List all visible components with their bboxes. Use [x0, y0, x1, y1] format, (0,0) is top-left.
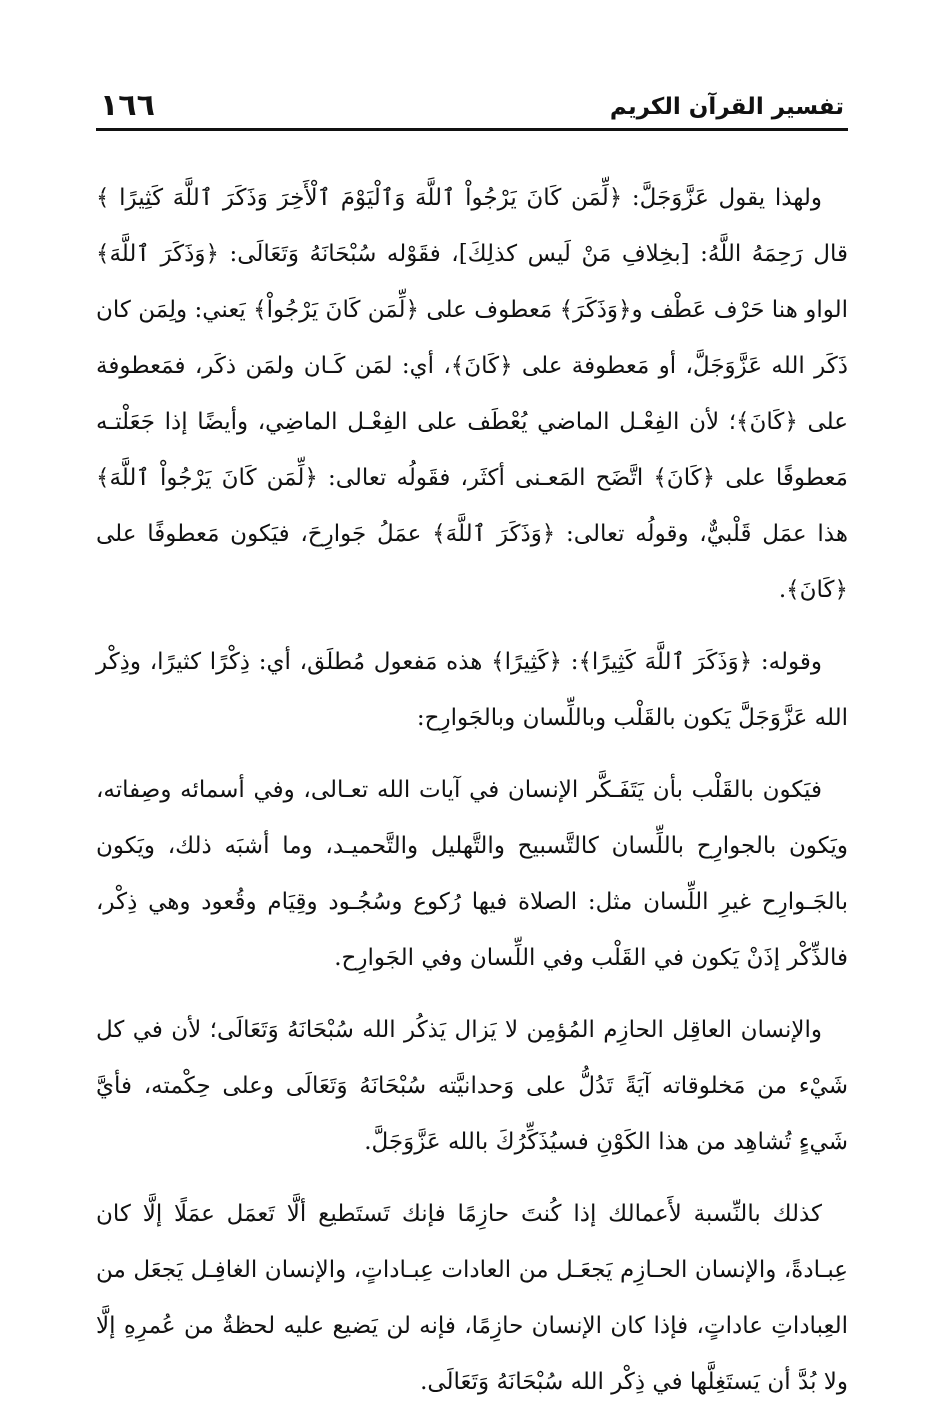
- paragraph: والإنسان العاقِل الحازِم المُؤمِن لا يَزال يَذكُر الله سُبْحَانَهُ وَتَعَالَى؛ لأن في كل شَيْء من مَخلوقاته آيَةً تَدُلُّ على وَحدانيَّته سُبْحَانَهُ وَتَعَالَى وعلى حِكْمته، فأيَّ شَيءٍ تُشاهِد من هذا الكَوْنِ فسيُذَكِّرُكَ بالله عَزَّوَجَلَّ.: [96, 1017, 848, 1155]
- page-number: ١٦٦: [100, 88, 155, 123]
- paragraph: وقوله: ﴿وَذَكَرَ ٱللَّهَ كَثِيرًا﴾: ﴿كَثِيرًا﴾ هذه مَفعول مُطلَق، أي: ذِكْرًا كثيرًا، وذِكْر الله عَزَّوَجَلَّ يَكون بالقَلْب وباللِّسان وبالجَوارِح:: [96, 649, 848, 731]
- page-header: [96, 86, 848, 130]
- paragraph: ولهذا يقول عَزَّوَجَلَّ: ﴿لِّمَن كَانَ يَرْجُواْ ٱللَّهَ وَٱلْيَوْمَ ٱلْأَخِرَ وَذَكَرَ ٱللَّهَ كَثِيرًا ﴾ قال رَحِمَهُ اللَّهُ: [بخِلافِ مَنْ لَيس كذلِكَ]، فقَوْله سُبْحَانَهُ وَتَعَالَى: ﴿وَذَكَرَ ٱللَّهَ﴾ الواو هنا حَرْف عَطْف و﴿وَذَكَرَ﴾ مَعطوف على ﴿لِّمَن كَانَ يَرْجُواْ﴾ يَعني: ولِمَن كان ذَكَر الله عَزَّوَجَلَّ، أو مَعطوفة على ﴿كَانَ﴾، أي: لمَن كَـان ولمَن ذكَر، فمَعطوفة على ﴿كَانَ﴾؛ لأن الفِعْـل الماضي يُعْطَف على الفِعْـل الماضِي، وأيضًا إذا جَعَلْتـه مَعطوفًا على ﴿كَانَ﴾ اتَّضَح المَعـنى أكثَر، فقَولُه تعالى: ﴿لِّمَن كَانَ يَرْجُواْ ٱللَّهَ﴾ هذا عمَل قَلْبيٌّ، وقولُه تعالى: ﴿وَذَكَرَ ٱللَّهَ﴾ عمَلُ جَوارِحَ، فيَكون مَعطوفًا على ﴿كَانَ﴾.: [96, 185, 848, 603]
- paragraph: كذلك بالنِّسبة لأَعمالك إذا كُنتَ حازِمًا فإنك تَستَطيع ألَّا تَعمَل عمَلًا إلَّا كان عِبـادةً، والإنسان الحـازِم يَجعَـل من العادات عِبـاداتٍ، والإنسان الغافِـل يَجعَل من العِباداتِ عاداتٍ، فإذا كان الإنسان حازِمًا، فإنه لن يَضيع عليه لحظةٌ من عُمرِهِ إلَّا ولا بُدَّ أن يَستَغِلَّها في ذِكْر الله سُبْحَانَهُ وَتَعَالَى.: [96, 1201, 848, 1395]
- page-body: [96, 170, 848, 1426]
- paragraph: فيَكون بالقَلْب بأن يَتَفَـكَّر الإنسان في آيات الله تعـالى، وفي أسمائه وصِفاته، ويَكون بالجوارِح باللِّسان كالتَّسبيح والتَّهليل والتَّحميـد، وما أشبَه ذلك، ويَكون بالجَـوارِح غيرِ اللِّسان مثل: الصلاة فيها رُكوع وسُجُـود وقِيَام وقُعود وهي ذِكْر، فالذِّكْر إذَنْ يَكون في القَلْب وفي اللِّسان وفي الجَوارِح.: [96, 777, 848, 971]
- header-rule: [96, 128, 848, 131]
- running-title: تفسير القرآن الكريم: [609, 94, 844, 120]
